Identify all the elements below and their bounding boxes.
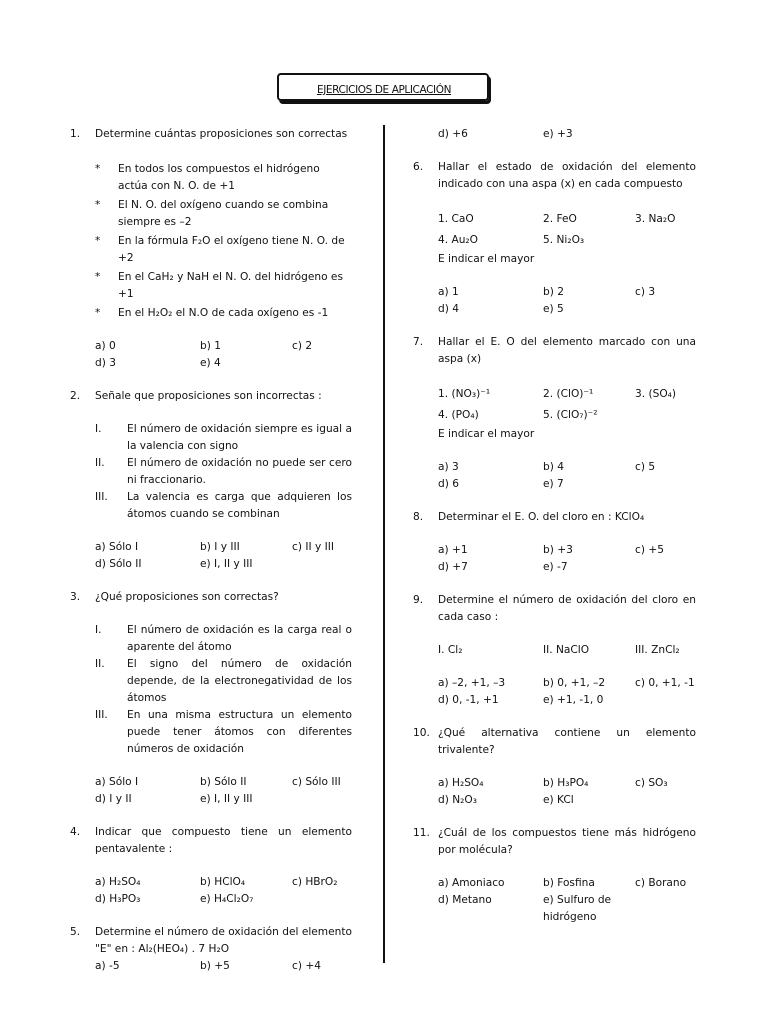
answer-options: a) 0 b) 1 c) 2 d) 3 e) 4	[95, 340, 313, 369]
list-item: III. En una misma estructura un elemento puede tener átomos con diferentes números de oxidación	[95, 709, 352, 755]
compound-list	[413, 209, 696, 251]
question-5: 5. Determine el número de oxidación del elemento "E" en : Al₂(HEO₄) . 7 H₂O	[70, 926, 352, 955]
answer-options: a) H₂SO₄ b) HClO₄ c) HBrO₂ d) H₃PO₃ e) H₄Cl₂O₇	[95, 876, 338, 905]
answer-options: a) -5 b) +5 c) +4	[95, 960, 321, 972]
compound: 4. Au₂O	[438, 234, 479, 246]
compound: 1. (NO₃)⁻¹	[438, 388, 491, 400]
left-column	[70, 126, 352, 975]
question-text: Señale que proposiciones son incorrectas :	[95, 390, 322, 402]
question-text: Determinar el E. O. del cloro en : KClO₄	[438, 511, 645, 523]
case-list: I. Cl₂ II. NaClO III. ZnCl₂	[438, 644, 680, 656]
list-item: I. El número de oxidación es la carga real o aparente del átomo	[95, 624, 352, 653]
note: E indicar el mayor	[438, 253, 535, 265]
right-column	[413, 126, 696, 926]
question-2: 2. Señale que proposiciones son incorrectas :	[70, 390, 322, 402]
answer-options: a) 1 b) 2 c) 3 d) 4 e) 5	[438, 286, 656, 315]
question-4: 4. Indicar que compuesto tiene un elemento pentavalente :	[70, 826, 352, 855]
question-10: 10. ¿Qué alternativa contiene un elemento trivalente?	[413, 727, 696, 756]
page-title: EJERCICIOS DE APLICACIÓN	[316, 84, 452, 96]
question-text: Indicar que compuesto tiene un elemento pentavalente :	[95, 826, 352, 855]
question-text: Hallar el estado de oxidación del elemento indicado con una aspa (x) en cada compuesto	[438, 161, 696, 190]
question-3: 3. ¿Qué proposiciones son correctas?	[70, 591, 279, 603]
question-text: Determine el número de oxidación del cloro en cada caso :	[438, 594, 696, 623]
answer-options: a) Amoniaco b) Fosfina c) Borano d) Metano e) Sulfuro de hidrógeno	[438, 877, 687, 923]
answer-options: a) +1 b) +3 c) +5 d) +7 e) -7	[438, 544, 664, 573]
list-item: * En la fórmula F₂O el oxígeno tiene N. O. de +2	[95, 235, 345, 264]
question-11: 11. ¿Cuál de los compuestos tiene más hidrógeno por molécula?	[413, 827, 696, 856]
answer-options: a) –2, +1, –3 b) 0, +1, –2 c) 0, +1, -1 d) 0, -1, +1 e) +1, -1, 0	[438, 677, 695, 706]
compound: 4. (PO₄)	[438, 409, 479, 421]
list-item: I. El número de oxidación siempre es igual a la valencia con signo	[95, 423, 352, 452]
compound: 2. (ClO)⁻¹	[543, 388, 594, 400]
answer-options: a) Sólo I b) Sólo II c) Sólo III d) I y II e) I, II y III	[95, 776, 341, 805]
question-7: 7. Hallar el E. O del elemento marcado con una aspa (x)	[413, 336, 696, 365]
compound: 5. Ni₂O₃	[543, 234, 585, 246]
list-item: * En el CaH₂ y NaH el N. O. del hidrógeno es +1	[95, 271, 343, 300]
list-item: * El N. O. del oxígeno cuando se combina siempre es –2	[95, 199, 329, 228]
compound: 2. FeO	[543, 213, 577, 225]
list-item: * En todos los compuestos el hidrógeno actúa con N. O. de +1	[95, 163, 320, 192]
column-divider	[383, 125, 385, 963]
question-9: 9. Determine el número de oxidación del cloro en cada caso :	[413, 594, 696, 623]
question-text: ¿Qué proposiciones son correctas?	[95, 591, 279, 603]
answer-options: a) Sólo I b) I y III c) II y III d) Sólo II e) I, II y III	[95, 541, 334, 570]
compound: 3. Na₂O	[635, 213, 676, 225]
list-item: II. El signo del número de oxidación depende, de la electronegatividad de los átomos	[95, 658, 352, 704]
compound: 5. (ClO₇)⁻²	[543, 409, 598, 421]
compound: 1. CaO	[438, 213, 474, 225]
question-text: Determine el número de oxidación del elemento "E" en : Al₂(HEO₄) . 7 H₂O	[95, 926, 352, 955]
question-text: Hallar el E. O del elemento marcado con una aspa (x)	[438, 336, 696, 365]
question-text: ¿Qué alternativa contiene un elemento trivalente?	[438, 727, 696, 756]
compound: 3. (SO₄)	[635, 388, 677, 400]
question-6: 6. Hallar el estado de oxidación del elemento indicado con una aspa (x) en cada compuesto	[413, 161, 696, 190]
question-1: 1. Determine cuántas proposiciones son correctas	[70, 128, 348, 140]
question-text: ¿Cuál de los compuestos tiene más hidrógeno por molécula?	[438, 827, 696, 856]
question-text: Determine cuántas proposiciones son correctas	[95, 128, 348, 140]
note: E indicar el mayor	[438, 428, 535, 440]
answer-options: a) 3 b) 4 c) 5 d) 6 e) 7	[438, 461, 656, 490]
list-item: * En el H₂O₂ el N.O de cada oxígeno es -1	[95, 307, 329, 319]
list-item: II. El número de oxidación no puede ser cero ni fraccionario.	[95, 457, 352, 486]
compound-list	[413, 384, 696, 426]
answer-options: a) H₂SO₄ b) H₃PO₄ c) SO₃ d) N₂O₃ e) KCl	[438, 777, 668, 806]
answer-options: d) +6 e) +3	[438, 128, 573, 140]
question-8: 8. Determinar el E. O. del cloro en : KClO₄	[413, 511, 645, 523]
list-item: III. La valencia es carga que adquieren los átomos cuando se combinan	[95, 491, 352, 520]
